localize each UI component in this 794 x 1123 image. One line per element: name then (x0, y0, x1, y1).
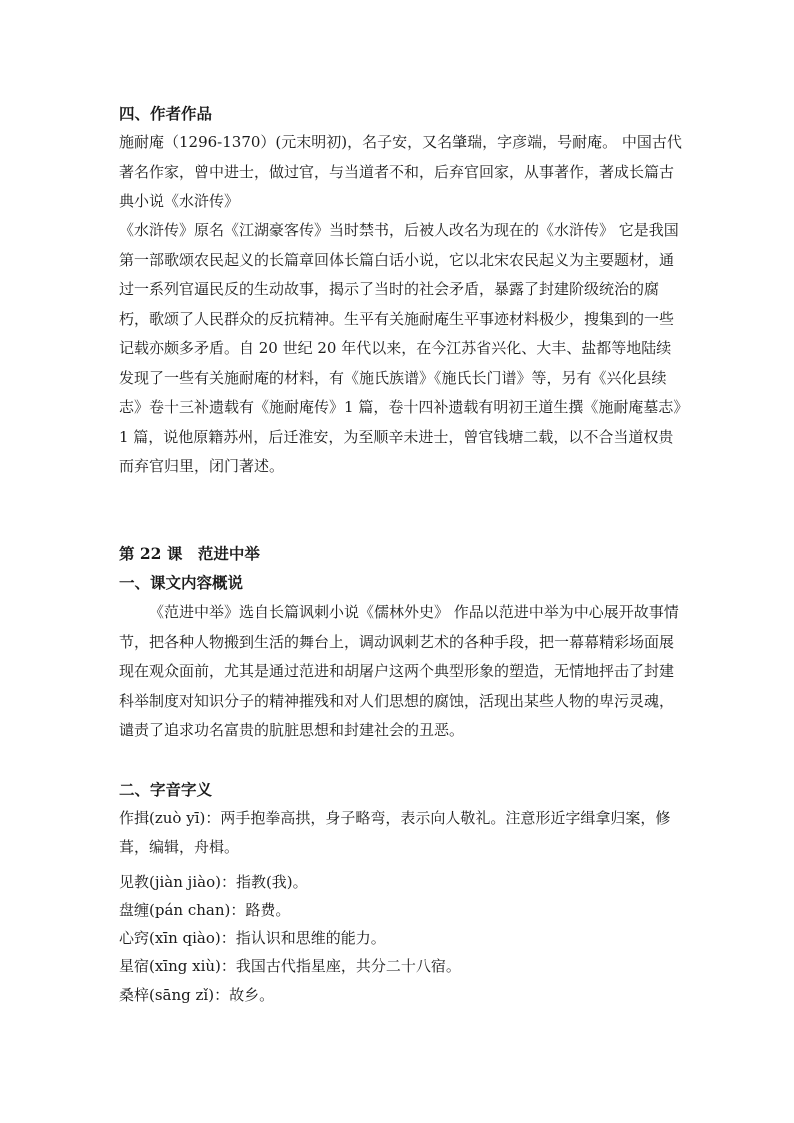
section-heading-author: 四、作者作品 (119, 104, 213, 123)
vocab-item: 作揖(zuò yī)：两手抱拳高拱，身子略弯，表示向人敬礼。注意形近字缉拿归案，修葺，编辑，舟楫。 (119, 809, 671, 856)
vocab-item: 盘缠(pán chan)：路费。 (119, 901, 291, 919)
vocab-item: 星宿(xīng xiù)：我国古代指星座，共分二十八宿。 (119, 957, 461, 975)
lesson-title: 第 22 课 范进中举 (119, 544, 260, 563)
vocab-item: 心窍(xīn qiào)：指认识和思维的能力。 (119, 929, 386, 947)
shuihu-paragraph: 《水浒传》原名《江湖豪客传》当时禁书，后被人改名为现在的《水浒传》 它是我国第一部歌颂农民起义的长篇章回体长篇白话小说，它以北宋农民起义为主要题材，通过一系列官逼民反的生动故事，揭示了当时的社会矛盾，暴露了封建阶级统治的腐朽，歌颂了人民群众的反抗精神。生平有关施耐庵生平事迹材料极少，搜集到的一些记载亦颇多矛盾。自 20 世纪 20 年代以来，在今江苏省兴化、大丰、盐都等地陆续发现了一些有关施耐庵的材料，有《施氏族谱》《施氏长门谱》等，另有《兴化县续志》卷十三补遗载有《施耐庵传》1 篇，卷十四补遗载有明初王道生撰《施耐庵墓志》1 篇，说他原籍苏州，后迁淮安，为至顺辛未进士，曾官钱塘二载，以不合当道权贵而弃官归里，闭门著述。 (119, 221, 681, 475)
vocab-item: 见教(jiàn jiào)：指教(我)。 (119, 873, 308, 891)
section-heading-summary: 一、课文内容概说 (119, 573, 244, 592)
summary-paragraph: 《范进中举》选自长篇讽刺小说《儒林外史》 作品以范进中举为中心展开故事情节，把各种人物搬到生活的舞台上，调动讽刺艺术的各种手段，把一幕幕精彩场面展现在观众面前，尤其是通过范进和胡屠户这两个典型形象的塑造，无情地抨击了封建科举制度对知识分子的精神摧残和对人们思想的腐蚀，活现出某些人物的卑污灵魂，谴责了追求功名富贵的肮脏思想和封建社会的丑恶。 (119, 603, 679, 739)
vocab-item: 桑梓(sāng zǐ)：故乡。 (119, 986, 275, 1004)
section-heading-vocab: 二、字音字义 (119, 780, 213, 799)
author-intro-paragraph: 施耐庵（1296-1370）(元末明初)，名子安，又名肇瑞，字彦端，号耐庵。 中国古代著名作家，曾中进士，做过官，与当道者不和，后弃官回家，从事著作，著成长篇古典小说《水浒传》 (119, 133, 682, 210)
